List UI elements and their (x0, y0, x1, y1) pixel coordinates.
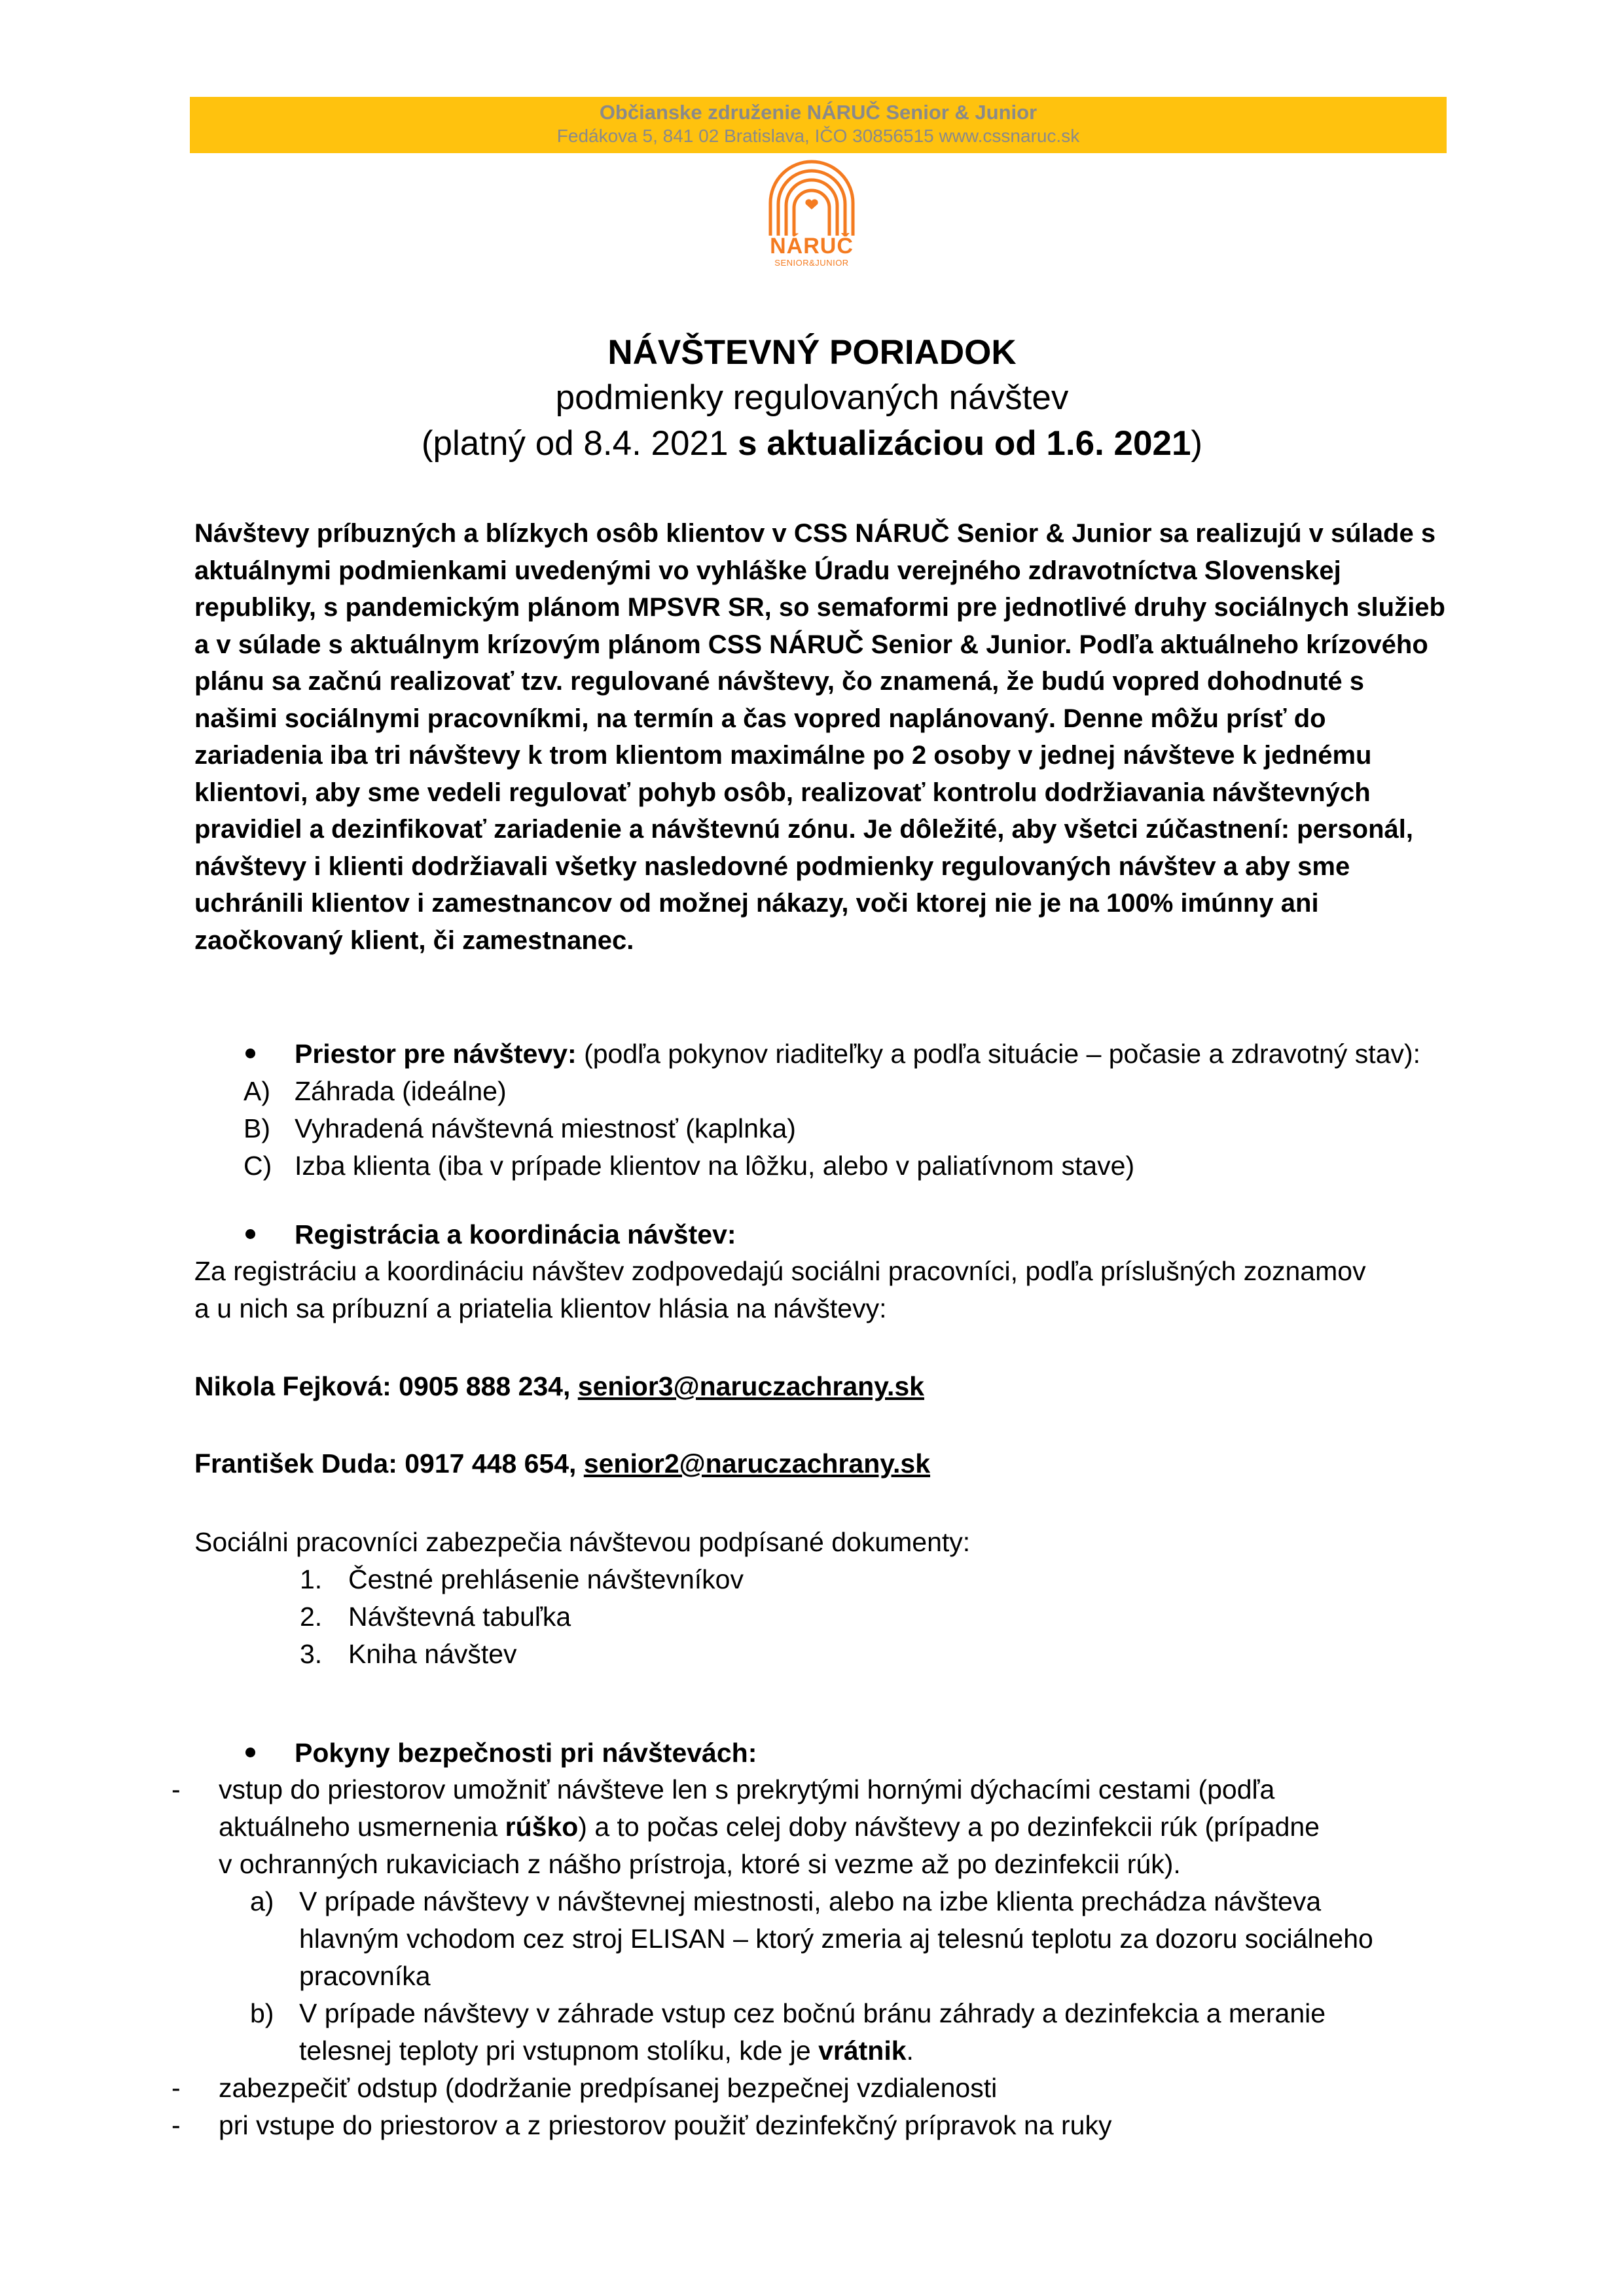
paragraph-line: v ochranných rukaviciach z nášho prístroja, ktoré si vezme až po dezinfekcii rúk). (219, 1849, 1181, 1879)
text-run: telesnej teploty pri vstupnom stolíku, kde je (299, 2036, 819, 2066)
intro-line: našimi sociálnymi pracovníkmi, na termín a čas vopred naplánovaný. Denne môžu prísť do (194, 704, 1326, 733)
dash-marker: - (171, 2073, 181, 2103)
intro-line: návštevy i klienti dodržiavali všetky nasledovné podmienky regulovaných návštev a aby sme (194, 852, 1350, 881)
intro-line: uchránili klientov i zamestnancov od možnej nákazy, voči ktorej nie je na 100% imúnny ani (194, 889, 1319, 918)
intro-line: plánu sa začnú realizovať tzv. regulované návštevy, čo znamená, že budú vopred dohodnuté s (194, 667, 1364, 696)
dash-marker: - (171, 2110, 181, 2140)
list-marker: 2. (300, 1602, 323, 1632)
heading-bold: Priestor pre návštevy: (295, 1039, 577, 1069)
organization-name: Občianske združenie NÁRUČ Senior & Junior (599, 101, 1038, 124)
paragraph-line: V prípade návštevy v návštevnej miestnosti, alebo na izbe klienta prechádza návšteva (299, 1886, 1322, 1916)
contact-name: Nikola Fejková: 0905 888 234, (194, 1371, 578, 1401)
list-item: Záhrada (ideálne) (295, 1076, 507, 1106)
list-item: Vyhradená návštevná miestnosť (kaplnka) (295, 1113, 796, 1143)
page-title: NÁVŠTEVNÝ PORIADOK (607, 333, 1017, 372)
organization-address: Fedákova 5, 841 02 Bratislava, IČO 30856515 www.cssnaruc.sk (556, 126, 1080, 146)
list-marker: b) (250, 1998, 274, 2028)
list-marker: 1. (300, 1564, 323, 1594)
intro-line: zariadenia iba tri návštevy k trom klientom maximálne po 2 osoby v jednej návšteve k jednému (194, 741, 1372, 770)
validity-suffix: ) (1191, 424, 1203, 463)
paragraph-line: hlavným vchodom cez stroj ELISAN – ktorý zmeria aj telesnú teplotu za dozoru sociálneho (299, 1924, 1373, 1954)
heading-bold: Pokyny bezpečnosti pri návštevách: (295, 1738, 757, 1768)
intro-line: klientovi, aby sme vedeli regulovať pohyb osôb, realizovať kontrolu dodržiavania návštevných (194, 778, 1371, 807)
section-heading (295, 1035, 1420, 1073)
paragraph-line: Za registráciu a koordináciu návštev zodpovedajú sociálni pracovníci, podľa príslušných zoznamov (194, 1256, 1366, 1286)
list-marker: A) (244, 1076, 270, 1106)
logo-name: NÁRUČ (770, 234, 854, 259)
section-heading (295, 1216, 736, 1253)
bullet-icon (245, 1748, 255, 1757)
list-item: Návštevná tabuľka (348, 1602, 571, 1632)
paragraph-line: zabezpečiť odstup (dodržanie predpísanej bezpečnej vzdialenosti (219, 2073, 998, 2103)
bold-run: rúško (505, 1812, 579, 1842)
text-run: . (906, 2036, 914, 2066)
logo-wordmark (766, 234, 857, 268)
paragraph-line: pracovníka (299, 1961, 431, 1991)
paragraph-line: pri vstupe do priestorov a z priestorov použiť dezinfekčný prípravok na ruky (219, 2110, 1112, 2140)
list-item: Čestné prehlásenie návštevníkov (348, 1564, 744, 1594)
heading-bold: Registrácia a koordinácia návštev: (295, 1219, 736, 1249)
list-marker: B) (244, 1113, 270, 1143)
text-run: aktuálneho usmernenia (219, 1812, 505, 1842)
contact-line (194, 1368, 924, 1405)
validity-line (0, 421, 1624, 467)
title-block (0, 331, 1624, 467)
intro-line: Návštevy príbuzných a blízkych osôb klientov v CSS NÁRUČ Senior & Junior sa realizujú v súlade s (194, 519, 1436, 548)
email-link[interactable]: senior3@naruczachrany.sk (577, 1371, 924, 1401)
dash-marker: - (171, 1774, 181, 1804)
page-subtitle: podmienky regulovaných návštev (555, 378, 1069, 417)
intro-line: a v súlade s aktuálnym krízovým plánom CSS NÁRUČ Senior & Junior. Podľa aktuálneho krízového (194, 630, 1428, 659)
intro-line: zaočkovaný klient, či zamestnanec. (194, 925, 634, 955)
list-item: Izba klienta (iba v prípade klientov na lôžku, alebo v paliatívnom stave) (295, 1151, 1135, 1181)
intro-paragraph (194, 515, 1458, 959)
text-run: ) a to počas celej doby návštevy a po dezinfekcii rúk (prípadne (578, 1812, 1320, 1842)
paragraph-line (219, 1808, 1320, 1846)
contact-line (194, 1445, 930, 1482)
paragraph-line: Sociálni pracovníci zabezpečia návštevou podpísané dokumenty: (194, 1527, 971, 1557)
heading-rest: (podľa pokynov riaditeľky a podľa situácie – počasie a zdravotný stav): (576, 1039, 1421, 1069)
paragraph-line: a u nich sa príbuzní a priatelia klientov hlásia na návštevy: (194, 1293, 887, 1323)
bullet-icon (245, 1049, 255, 1058)
bold-run: vrátnik (818, 2036, 907, 2066)
intro-line: pravidiel a dezinfikovať zariadenie a návštevnú zónu. Je dôležité, aby všetci zúčastnení: personál, (194, 815, 1413, 844)
email-link[interactable]: senior2@naruczachrany.sk (583, 1448, 931, 1479)
list-marker: 3. (300, 1639, 323, 1669)
contact-name: František Duda: 0917 448 654, (194, 1448, 584, 1479)
bullet-icon (245, 1229, 255, 1239)
section-heading (295, 1734, 757, 1772)
intro-line: aktuálnymi podmienkami uvedenými vo vyhláške Úradu verejného zdravotníctva Slovenskej (194, 556, 1341, 585)
validity-bold: s aktualizáciou od 1.6. 2021 (738, 424, 1191, 463)
intro-line: republiky, s pandemickým plánom MPSVR SR, so semaformi pre jednotlivé druhy sociálnych služieb (194, 593, 1445, 622)
list-marker: C) (244, 1151, 272, 1181)
header-banner (190, 97, 1447, 153)
paragraph-line: V prípade návštevy v záhrade vstup cez bočnú bránu záhrady a dezinfekcia a meranie (299, 1998, 1326, 2028)
logo-tagline: SENIOR&JUNIOR (774, 258, 849, 268)
list-marker: a) (250, 1886, 274, 1916)
paragraph-line: vstup do priestorov umožniť návšteve len s prekrytými hornými dýchacími cestami (podľa (219, 1774, 1275, 1804)
paragraph-line (299, 2032, 914, 2070)
validity-prefix: (platný od 8.4. 2021 (421, 424, 738, 463)
list-item: Kniha návštev (348, 1639, 517, 1669)
